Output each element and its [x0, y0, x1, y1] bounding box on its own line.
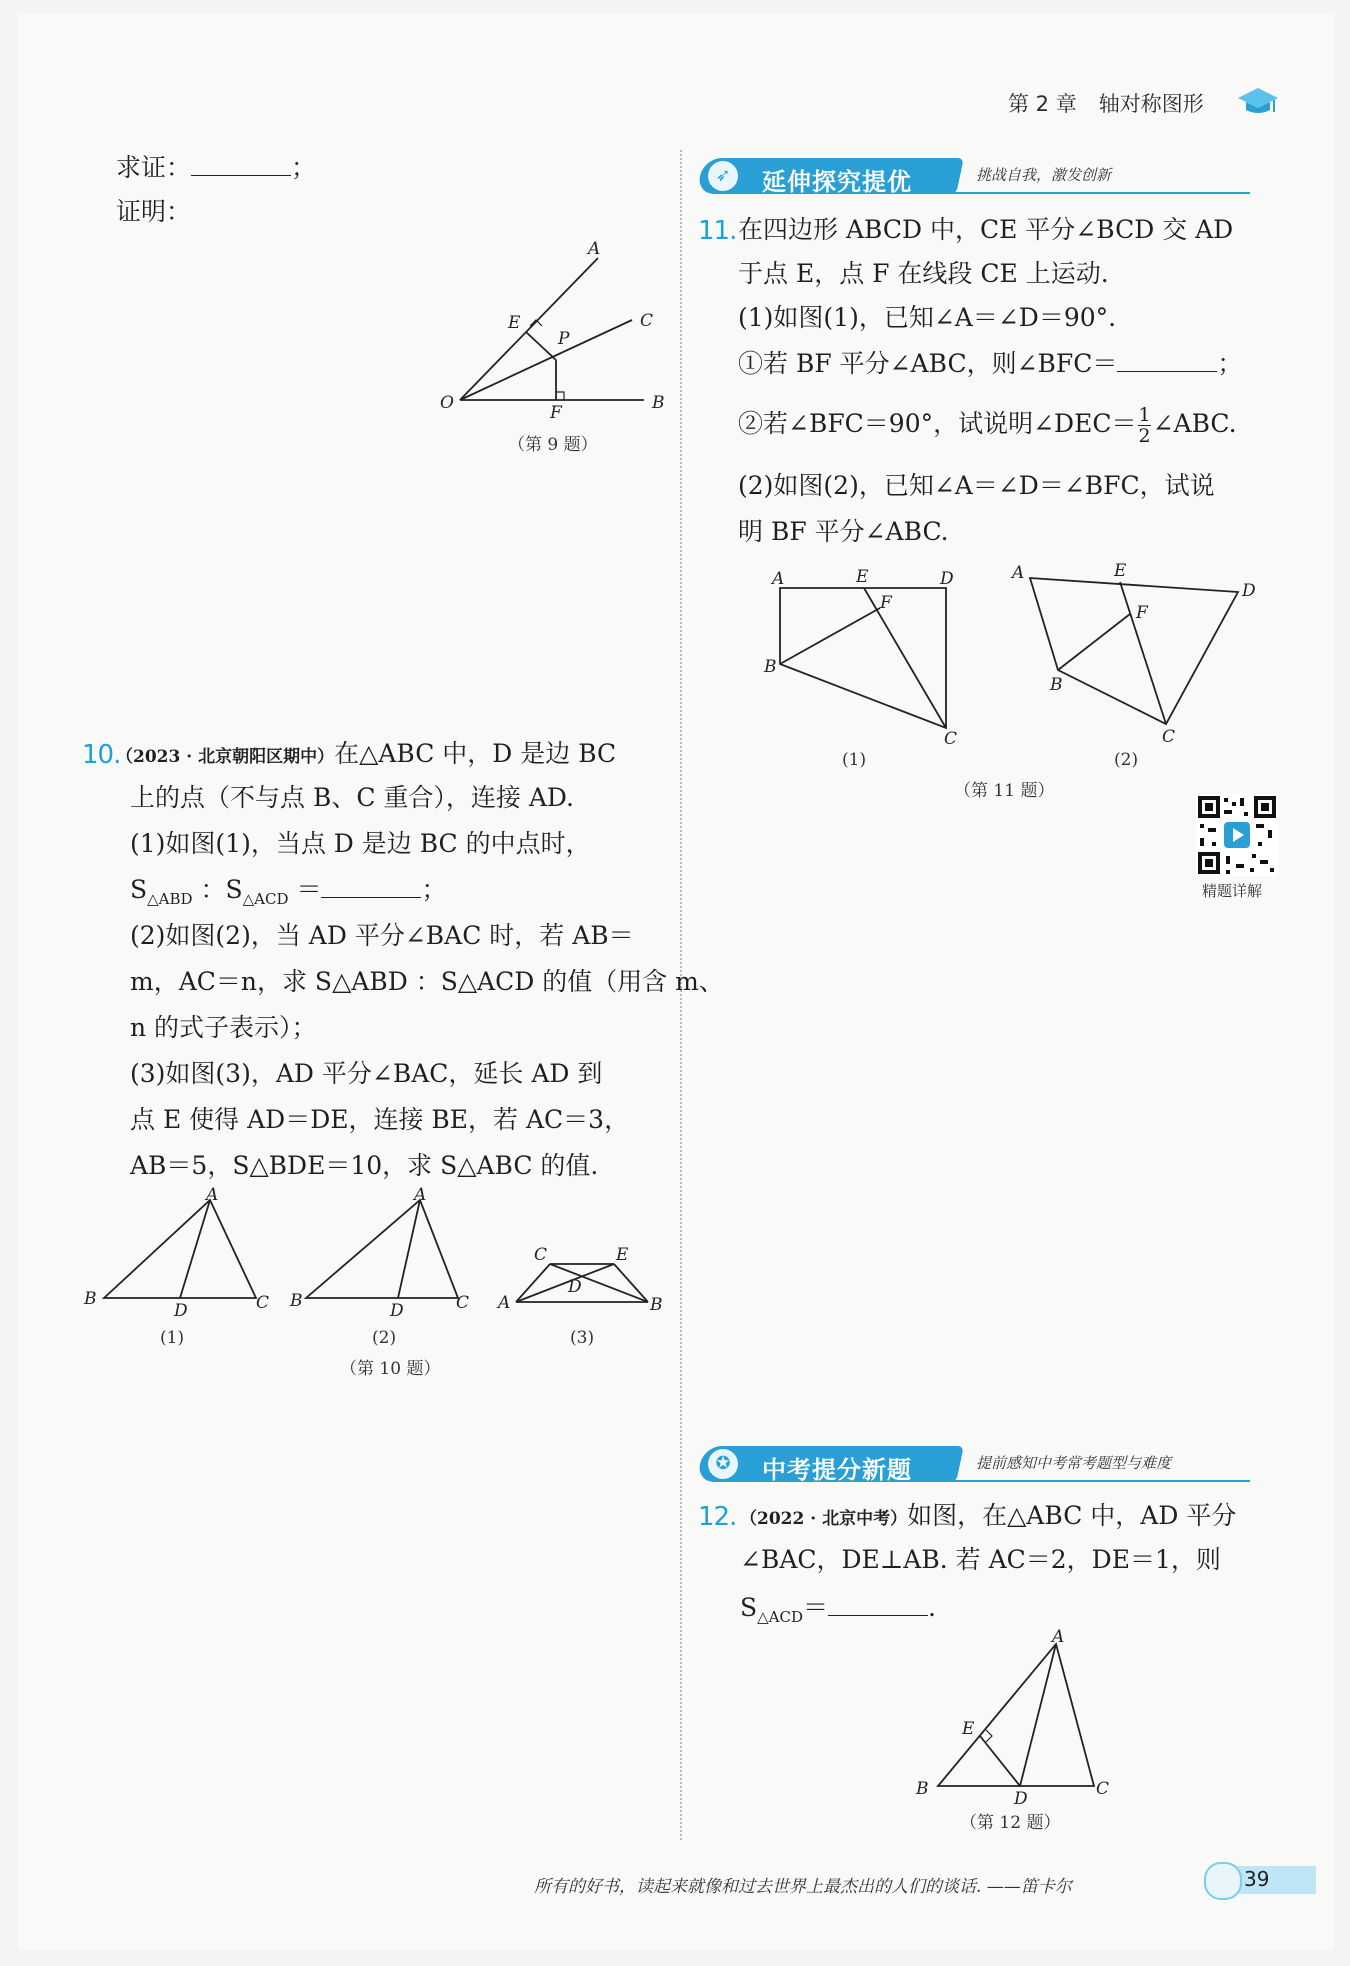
- svg-text:A: A: [414, 1185, 427, 1205]
- q10-line5: (2)如图(2)，当 AD 平分∠BAC 时，若 AB＝: [130, 921, 634, 950]
- rocket-icon: ➶: [708, 161, 738, 191]
- qr-label: 精题详解: [1202, 882, 1263, 900]
- q10-caption: （第 10 题）: [340, 1359, 441, 1379]
- svg-text:B: B: [1050, 675, 1063, 695]
- q12-source: （2022 · 北京中考）: [740, 1509, 908, 1529]
- qr-code-icon[interactable]: [1196, 794, 1278, 876]
- q10-s1: S: [130, 875, 148, 904]
- svg-text:C: C: [456, 1293, 470, 1313]
- banner-exam-subtitle: 提前感知中考常考题型与难度: [976, 1454, 1172, 1472]
- q10-answer-blank[interactable]: [321, 875, 421, 898]
- svg-text:C: C: [944, 729, 958, 749]
- q12-line1: [740, 1494, 1236, 1541]
- q10-fig2-caption: (2): [372, 1328, 397, 1348]
- q12-caption: （第 12 题）: [960, 1813, 1061, 1833]
- q12-end: .: [928, 1593, 936, 1622]
- chapter-title: 轴对称图形: [1098, 92, 1204, 116]
- q11-figures: [760, 560, 1270, 760]
- chapter-header: [1008, 88, 1226, 118]
- q9-label-O: O: [440, 393, 454, 413]
- q10-line10: AB＝5，S△BDE＝10，求 S△ABC 的值.: [130, 1151, 599, 1180]
- page-number: 39: [1244, 1867, 1270, 1891]
- q10-fig1-triangle: [104, 1200, 256, 1298]
- chapter-number: 第 2 章: [1008, 92, 1077, 116]
- svg-text:D: D: [1014, 1789, 1028, 1809]
- medal-icon: ✪: [708, 1449, 738, 1479]
- q10-line1-text: 在△ABC 中，D 是边 BC: [334, 739, 617, 768]
- q10-line6: m，AC＝n，求 S△ABD ：S△ACD 的值（用含 m、: [130, 967, 724, 996]
- q10-figures: [80, 1185, 670, 1321]
- svg-text:C: C: [256, 1293, 270, 1313]
- svg-text:B: B: [650, 1295, 663, 1315]
- svg-text:D: D: [1242, 581, 1256, 601]
- q11-frac-den: 2: [1138, 425, 1151, 447]
- q12-line2: ∠BAC，DE⊥AB. 若 AC＝2，DE＝1，则: [740, 1545, 1221, 1574]
- banner-extension-subtitle: 挑战自我，激发创新: [976, 166, 1112, 184]
- footer-quote: 所有的好书，读起来就像和过去世界上最杰出的人们的谈话. ——笛卡尔: [534, 1877, 1072, 1897]
- svg-text:C: C: [1162, 727, 1176, 747]
- q11-line1: 在四边形 ABCD 中，CE 平分∠BCD 交 AD: [738, 215, 1234, 244]
- q10-line7: n 的式子表示）；: [130, 1013, 317, 1042]
- q11-line5: [738, 402, 1237, 446]
- q9-label-E: E: [508, 313, 521, 333]
- q9-figure: [430, 236, 670, 426]
- q10-line1: [116, 732, 616, 779]
- q10-sub2: △ACD: [242, 890, 289, 908]
- svg-text:D: D: [940, 569, 954, 589]
- svg-text:A: A: [772, 569, 785, 589]
- q10-eq: ＝: [288, 875, 322, 904]
- banner-exam-line: [950, 1480, 1250, 1482]
- q11-fig1-quad: [780, 588, 946, 728]
- svg-text:D: D: [174, 1301, 188, 1321]
- q12-triangle: [938, 1644, 1094, 1786]
- banner-extension-line: [950, 192, 1250, 194]
- q11-fig1-caption: (1): [842, 750, 867, 770]
- q11-fraction: [1138, 405, 1150, 446]
- q12-figure: [910, 1626, 1130, 1809]
- svg-text:D: D: [568, 1277, 582, 1297]
- svg-text:B: B: [764, 657, 777, 677]
- q12-line1-text: 如图，在△ABC 中，AD 平分: [907, 1501, 1237, 1530]
- banner-exam: [700, 1446, 1260, 1482]
- q9-label-C: C: [640, 311, 654, 331]
- q12-answer-blank[interactable]: [828, 1593, 928, 1616]
- svg-text:B: B: [290, 1291, 303, 1311]
- q12-s: S: [740, 1593, 758, 1622]
- q9-prove-label: 求证：: [116, 153, 192, 182]
- q11-line7: 明 BF 平分∠ABC.: [738, 517, 949, 546]
- q11-line3: (1)如图(1)，已知∠A＝∠D＝90°.: [738, 303, 1117, 332]
- svg-text:E: E: [1114, 561, 1127, 581]
- page-circle-icon: [1204, 1862, 1242, 1900]
- q9-ray-OC: [460, 320, 632, 400]
- q11-caption: （第 11 题）: [954, 781, 1055, 801]
- q10-mid: ：S: [192, 875, 243, 904]
- q10-end: ；: [421, 875, 447, 904]
- q12-number: 12.: [698, 1502, 737, 1532]
- q10-fig1-caption: (1): [160, 1328, 185, 1348]
- svg-text:A: A: [498, 1293, 511, 1313]
- q10-source: （2023 · 北京朝阳区期中）: [116, 747, 335, 767]
- svg-text:D: D: [390, 1301, 404, 1321]
- q11-answer-blank[interactable]: [1117, 349, 1217, 372]
- svg-text:A: A: [206, 1185, 219, 1205]
- q10-sub1: △ABD: [147, 890, 193, 908]
- svg-text:B: B: [84, 1289, 97, 1309]
- svg-text:A: A: [1012, 563, 1025, 583]
- q9-label-F: F: [550, 403, 562, 423]
- q10-fig2-triangle: [306, 1200, 458, 1298]
- graduation-cap-icon: [1236, 84, 1280, 118]
- q10-number: 10.: [82, 740, 121, 770]
- q12-sub: △ACD: [757, 1608, 804, 1626]
- q11-line4: [738, 342, 1242, 386]
- q11-fig2-quad: [1030, 578, 1238, 724]
- svg-text:E: E: [962, 1719, 975, 1739]
- q9-label-A: A: [588, 239, 601, 259]
- q10-line3: (1)如图(1)，当点 D 是边 BC 的中点时，: [130, 829, 591, 858]
- q10-line9: 点 E 使得 AD＝DE，连接 BE，若 AC＝3，: [130, 1105, 630, 1134]
- svg-text:C: C: [534, 1245, 548, 1265]
- svg-text:E: E: [616, 1245, 629, 1265]
- q9-label-B: B: [652, 393, 665, 413]
- q11-line2: 于点 E，点 F 在线段 CE 上运动.: [738, 259, 1109, 288]
- banner-exam-title: 中考提分新题: [762, 1456, 912, 1484]
- svg-text:A: A: [1052, 1627, 1065, 1647]
- q11-line5-b: ∠ABC.: [1152, 409, 1237, 438]
- q9-caption: （第 9 题）: [508, 435, 598, 455]
- q12-line3: [740, 1586, 936, 1639]
- q9-semicolon: ；: [291, 153, 317, 182]
- svg-text:F: F: [1136, 603, 1148, 623]
- q9-ray-OA: [460, 258, 598, 400]
- q11-number: 11.: [698, 216, 737, 246]
- q9-line1: [116, 146, 316, 190]
- q9-segment-PE: [526, 332, 556, 360]
- q9-answer-blank[interactable]: [191, 153, 291, 176]
- svg-text:C: C: [1096, 1779, 1110, 1799]
- banner-extension: [700, 158, 1260, 194]
- page-number-box: [1204, 1862, 1316, 1898]
- q12-eq: ＝: [803, 1593, 829, 1622]
- svg-text:F: F: [880, 593, 892, 613]
- svg-text:B: B: [916, 1779, 929, 1799]
- banner-extension-title: 延伸探究提优: [762, 168, 912, 196]
- svg-text:E: E: [856, 567, 869, 587]
- q10-line2: 上的点（不与点 B、C 重合），连接 AD.: [130, 783, 574, 812]
- q11-frac-num: 1: [1138, 404, 1151, 426]
- q11-fig2-caption: (2): [1114, 750, 1139, 770]
- q10-fig3-caption: (3): [570, 1328, 595, 1348]
- q11-line5-a: ②若∠BFC＝90°，试说明∠DEC＝: [738, 409, 1137, 438]
- q11-line6: (2)如图(2)，已知∠A＝∠D＝∠BFC，试说: [738, 471, 1215, 500]
- q9-proof-label: 证明：: [116, 197, 192, 226]
- q9-label-P: P: [558, 329, 570, 349]
- q10-line8: (3)如图(3)，AD 平分∠BAC，延长 AD 到: [130, 1059, 603, 1088]
- q11-line4-end: ；: [1217, 349, 1243, 378]
- q11-line4-text: ①若 BF 平分∠ABC，则∠BFC＝: [738, 349, 1118, 378]
